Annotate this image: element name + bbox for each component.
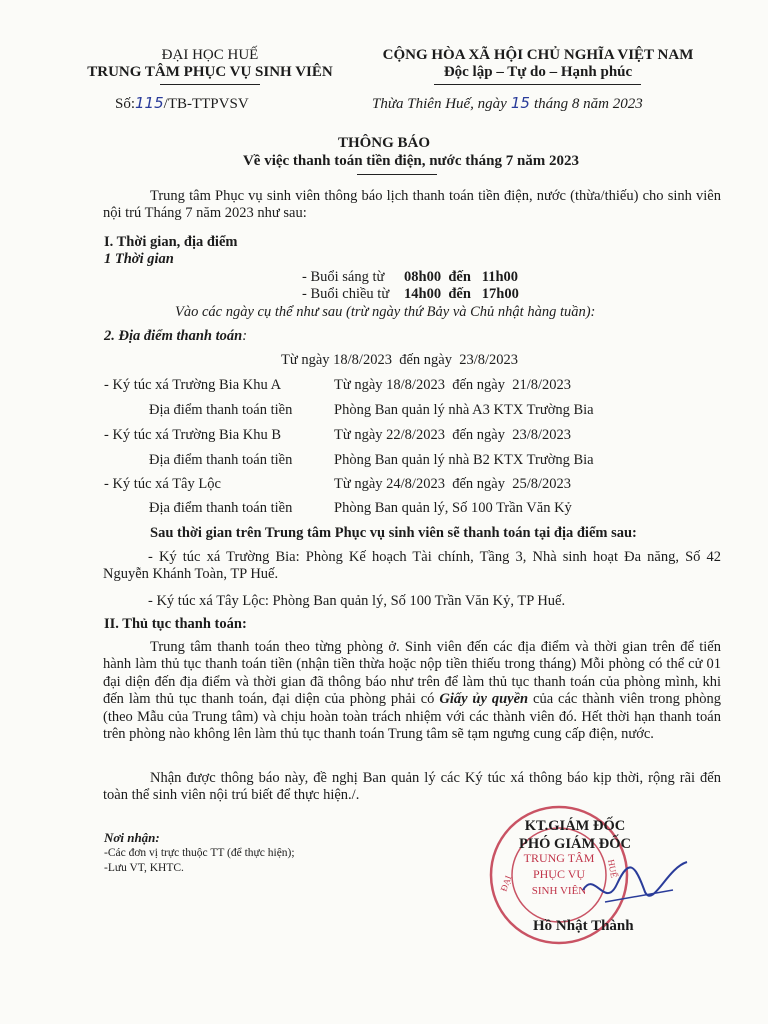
motto-underline [434,84,641,85]
procedure-paragraph [103,639,721,743]
after-item-tay-loc: - Ký túc xá Tây Lộc: Phòng Ban quản lý, Số 100 Trần Văn Kỷ, TP Huế. [148,593,566,609]
org-underline [160,84,260,85]
doc-number-prefix: Số: [115,96,136,112]
place-date-prefix: Thừa Thiên Huế, ngày [372,96,507,112]
schedule-place-label: Địa điểm thanh toán tiền [149,402,293,418]
recipient-item: -Lưu VT, KHTC. [104,862,184,874]
seal-arc-left: ĐẠI [498,874,514,893]
schedule-place-label: Địa điểm thanh toán tiền [149,500,293,516]
schedule-place-label: Địa điểm thanh toán tiền [149,452,293,468]
section2-heading: II. Thủ tục thanh toán: [104,616,247,632]
afternoon-value: 14h00 đến 17h00 [404,286,519,302]
schedule-note: Vào các ngày cụ thể như sau (trừ ngày thứ Bảy và Chủ nhật hàng tuần): [175,304,596,320]
org-name: TRUNG TÂM PHỤC VỤ SINH VIÊN [87,64,333,80]
signature-title-1: KT.GIÁM ĐỐC [524,818,626,834]
doc-number-suffix: /TB-TTPVSV [163,96,249,112]
schedule-name: - Ký túc xá Trường Bia Khu A [104,377,282,393]
place-heading-colon: : [242,328,248,344]
schedule-name: - Ký túc xá Trường Bia Khu B [104,427,282,443]
schedule-dates: Từ ngày 18/8/2023 đến ngày 21/8/2023 [334,377,572,393]
procedure-text-2: của các thành viên trong phòng (theo Mẫu của Trung tâm) và chịu hoàn toàn trách nhiệm với các thành viên đó. Hết thời hạn thanh toán trên phòng nào không lên làm thủ tục thanh toán Trung tâm sẽ tạm ngưng cung cấp điện, nước. [103,691,722,743]
doc-number-handwritten: 115 [135,94,164,112]
after-item-truong-bia: - Ký túc xá Trường Bia: Phòng Kế hoạch Tài chính, Tầng 3, Nhà sinh hoạt Đa năng, Số 42 Nguyễn Khánh Toàn, TP Huế. [103,549,721,583]
handwritten-signature [575,850,695,920]
recipients-heading: Nơi nhận: [104,830,160,845]
procedure-text-1: Trung tâm thanh toán theo từng phòng ở. Sinh viên đến các địa điểm và thời gian trên để tiến hành làm thủ tục thanh toán tiền (nhận tiền thừa hoặc nộp tiền thiếu trong tháng) Mỗi phòng có thể cử 01 đại diện đến địa điểm và thời gian đã thông báo như trên để làm thủ tục thanh toán của phòng mình, khi đến làm thủ tục thanh toán, đại diện của phòng phải có [103,639,721,708]
seal-line-3: SINH VIÊN [531,885,587,897]
schedule-name: - Ký túc xá Tây Lộc [104,476,221,492]
seal-line-2: PHỤC VỤ [532,867,586,881]
subtitle-underline [357,174,437,175]
intro-paragraph: Trung tâm Phục vụ sinh viên thông báo lịch thanh toán tiền điện, nước (thừa/thiếu) cho sinh viên nội trú Tháng 7 năm 2023 như sau: [103,188,721,222]
day-handwritten: 15 [510,94,530,112]
closing-paragraph: Nhận được thông báo này, đề nghị Ban quản lý các Ký túc xá thông báo kịp thời, rộng rãi đến toàn thể sinh viên nội trú biết để thực hiện./. [103,770,721,804]
seal-arc-right: HUẾ [606,858,620,879]
country-name: CỘNG HÒA XÃ HỘI CHỦ NGHĨA VIỆT NAM [382,47,694,63]
time-heading: 1 Thời gian [104,251,174,267]
schedule-place: Phòng Ban quản lý, Số 100 Trần Văn Kỷ [334,500,572,516]
doc-title: THÔNG BÁO [337,135,431,151]
recipient-item: -Các đơn vị trực thuộc TT (để thực hiện); [104,847,295,859]
place-date-suffix: tháng 8 năm 2023 [533,96,643,112]
after-heading: Sau thời gian trên Trung tâm Phục vụ sinh viên sẽ thanh toán tại địa điểm sau: [150,525,637,541]
afternoon-label: - Buổi chiều từ [302,286,390,302]
place-heading [104,328,247,345]
overall-date-range: Từ ngày 18/8/2023 đến ngày 23/8/2023 [281,352,519,368]
section1-heading: I. Thời gian, địa điểm [104,234,238,250]
morning-label: - Buổi sáng từ [302,269,385,285]
doc-subtitle: Về việc thanh toán tiền điện, nước tháng 7 năm 2023 [242,153,580,169]
schedule-place: Phòng Ban quản lý nhà B2 KTX Trường Bia [334,452,594,468]
national-motto: Độc lập – Tự do – Hạnh phúc [443,64,633,80]
place-heading-text: 2. Địa điểm thanh toán [104,328,243,344]
signer-name: Hồ Nhật Thành [533,918,634,934]
org-parent: ĐẠI HỌC HUẾ [161,47,259,63]
morning-value: 08h00 đến 11h00 [404,269,519,285]
schedule-dates: Từ ngày 22/8/2023 đến ngày 23/8/2023 [334,427,572,443]
signature-title-2: PHÓ GIÁM ĐỐC [519,836,631,852]
schedule-dates: Từ ngày 24/8/2023 đến ngày 25/8/2023 [334,476,572,492]
seal-line-1: TRUNG TÂM [523,851,595,865]
doc-number [115,94,249,113]
schedule-place: Phòng Ban quản lý nhà A3 KTX Trường Bia [334,402,594,418]
place-date [372,94,643,113]
authorization-letter-emphasis: Giấy ủy quyền [439,691,529,708]
